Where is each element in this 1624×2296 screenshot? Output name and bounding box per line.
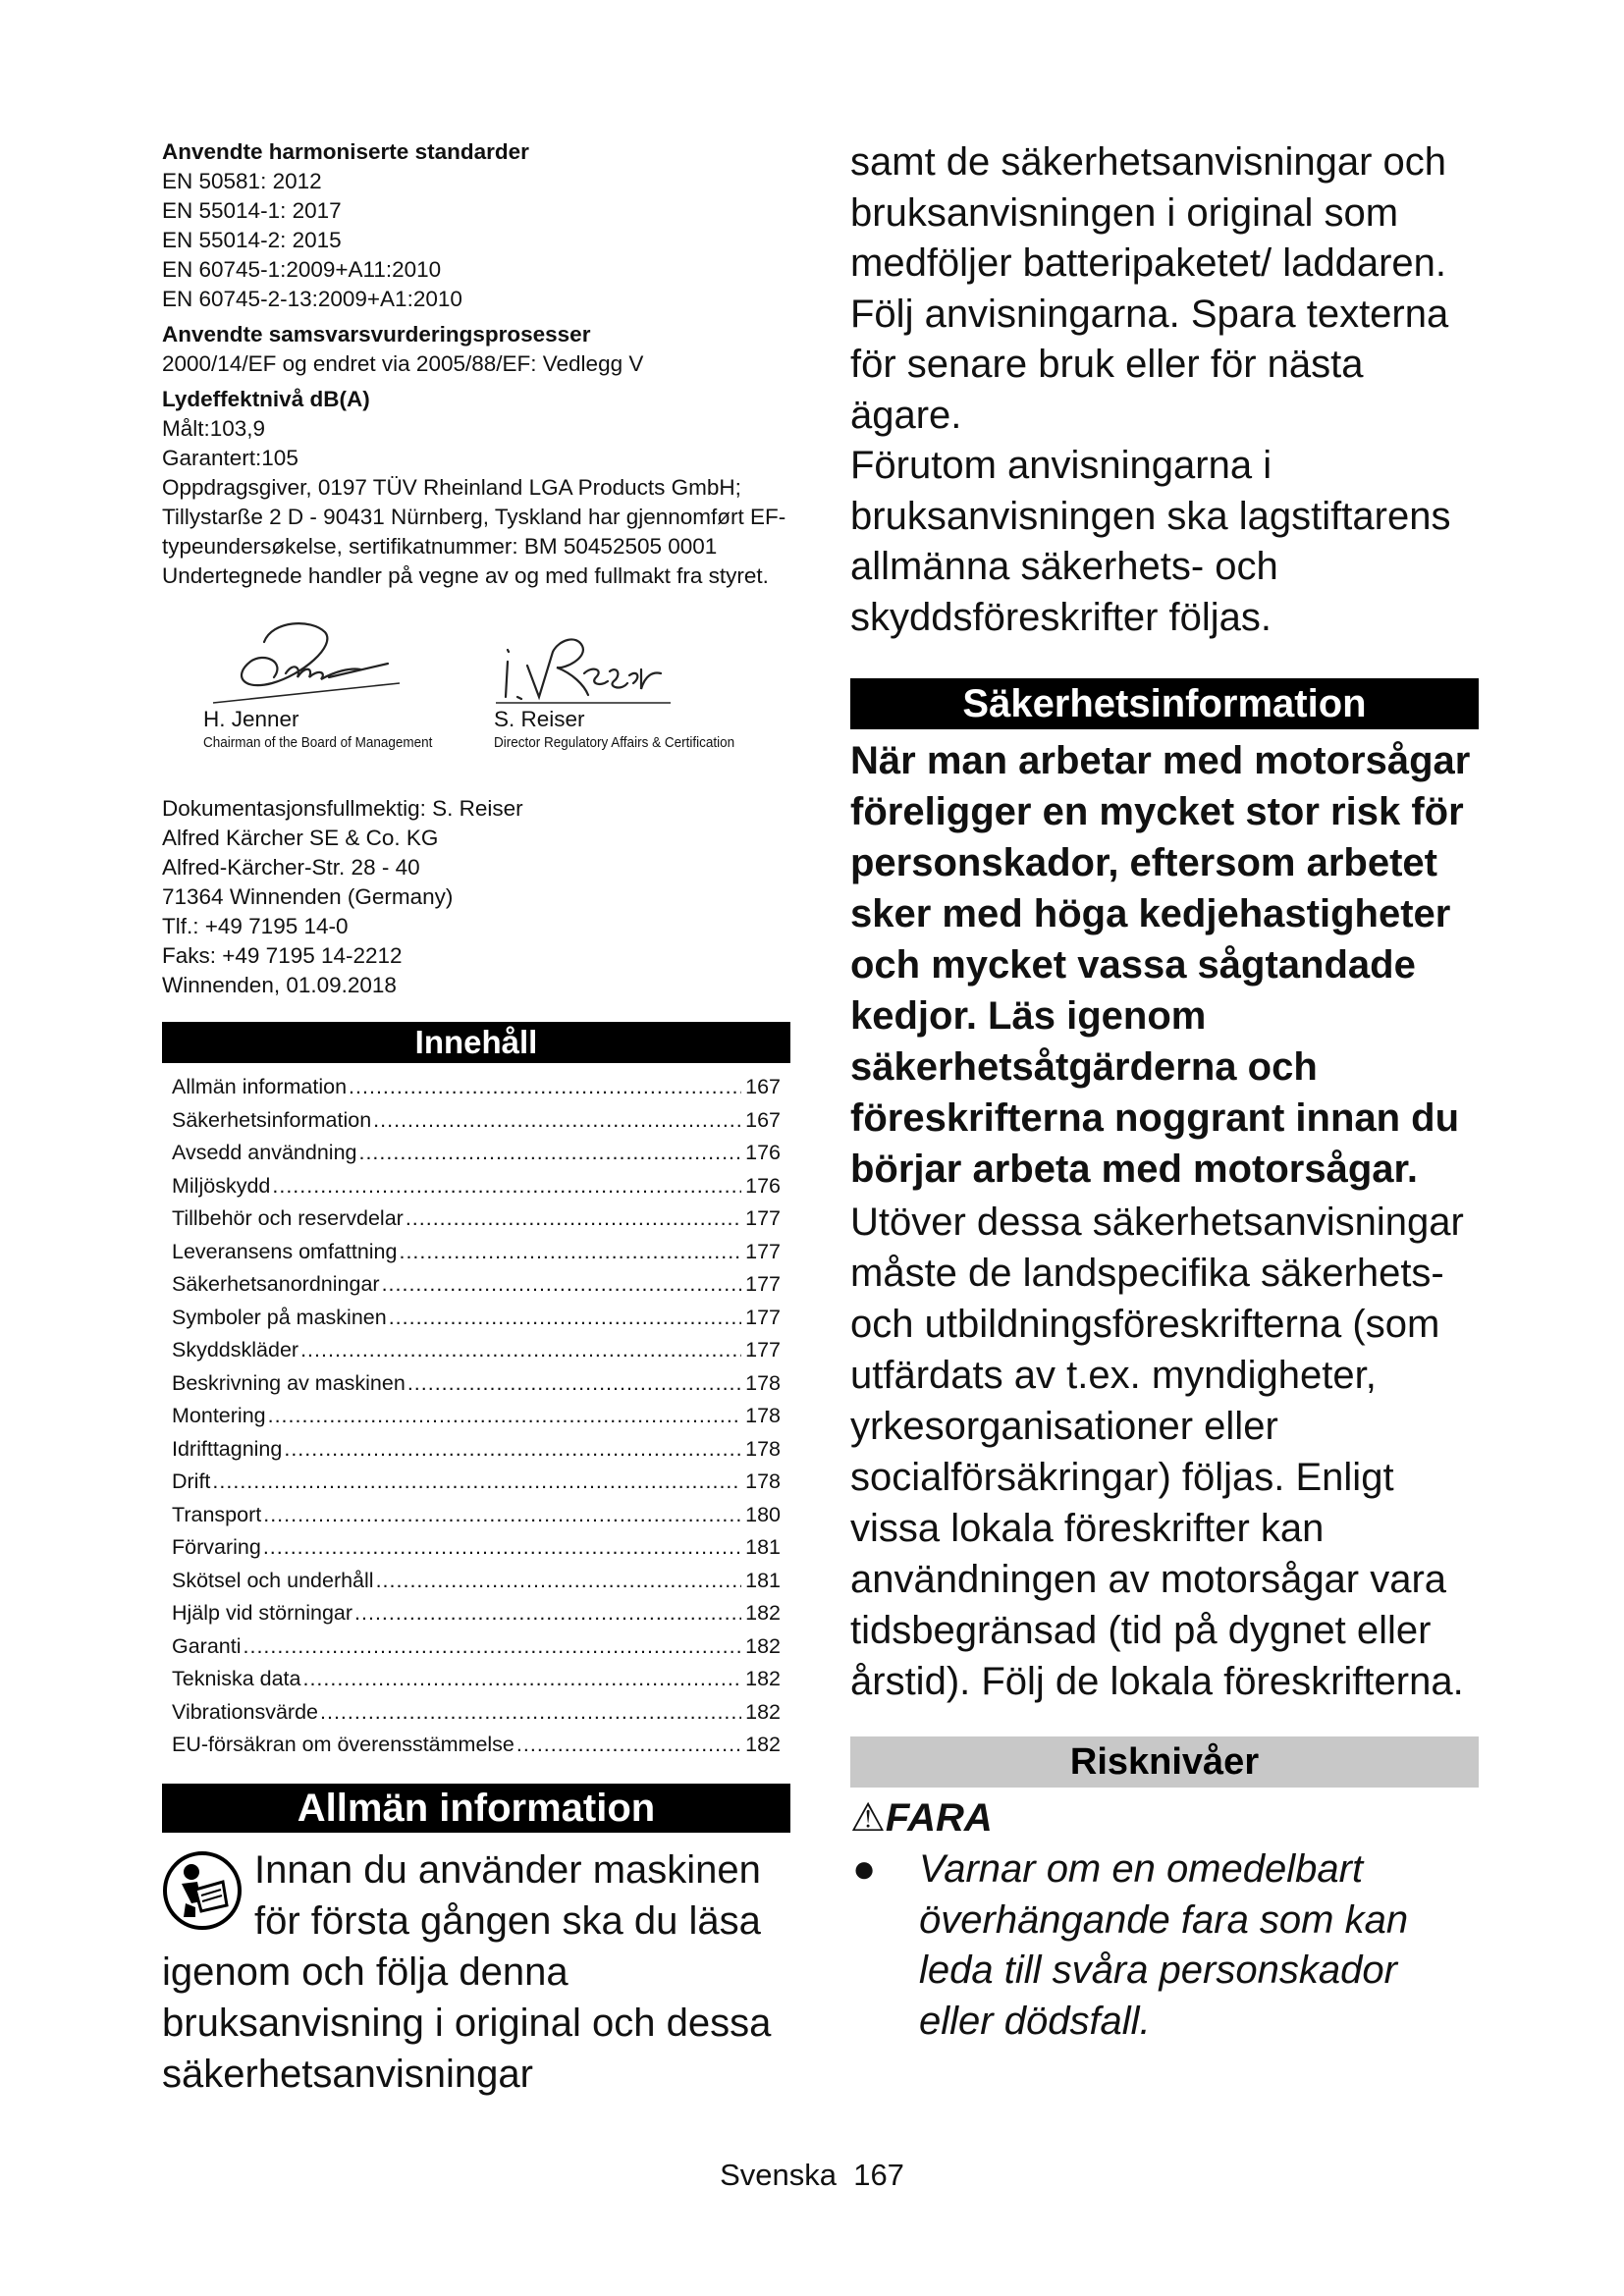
table-of-contents bbox=[162, 1071, 790, 1762]
standard-item: EN 60745-2-13:2009+A1:2010 bbox=[162, 287, 462, 311]
toc-entry bbox=[172, 1433, 781, 1467]
toc-entry bbox=[172, 1236, 781, 1269]
toc-entry bbox=[172, 1268, 781, 1302]
toc-leader-dots bbox=[349, 1071, 741, 1104]
read-manual-icon bbox=[162, 1850, 243, 1931]
toc-entry bbox=[172, 1302, 781, 1335]
toc-entry bbox=[172, 1071, 781, 1104]
signature-reiser bbox=[494, 613, 761, 754]
page-number: 167 bbox=[853, 2158, 904, 2192]
toc-entry-page: 176 bbox=[745, 1141, 781, 1164]
toc-leader-dots bbox=[212, 1466, 741, 1499]
standard-item: EN 60745-1:2009+A11:2010 bbox=[162, 257, 442, 282]
address-line: 71364 Winnenden (Germany) bbox=[162, 884, 454, 909]
toc-entry-label: Allmän information bbox=[172, 1075, 348, 1098]
standard-item: EN 50581: 2012 bbox=[162, 169, 322, 193]
toc-entry-label: Leveransens omfattning bbox=[172, 1239, 398, 1263]
signer-name: S. Reiser bbox=[494, 707, 585, 731]
standards-heading: Anvendte harmoniserte standarder bbox=[162, 139, 529, 164]
toc-entry-label: Garanti bbox=[172, 1633, 242, 1658]
toc-leader-dots bbox=[272, 1170, 741, 1203]
address-block bbox=[162, 794, 790, 1000]
toc-entry bbox=[172, 1367, 781, 1401]
toc-entry-label: Vibrationsvärde bbox=[172, 1699, 318, 1724]
toc-leader-dots bbox=[320, 1696, 741, 1730]
declaration-block bbox=[162, 137, 790, 591]
signature-jenner bbox=[203, 613, 458, 754]
procedures-text: 2000/14/EF og endret via 2005/88/EF: Vedlegg V bbox=[162, 351, 644, 376]
address-line: Tlf.: +49 7195 14-0 bbox=[162, 914, 349, 938]
left-column bbox=[162, 137, 790, 2100]
toc-entry-label: Miljöskydd bbox=[172, 1173, 271, 1198]
danger-description: Varnar om en omedelbart överhängande fara som kan leda till svåra personskador eller dödsfall. bbox=[919, 1847, 1409, 2043]
toc-entry-page: 178 bbox=[745, 1370, 781, 1395]
toc-heading: Innehåll bbox=[162, 1022, 790, 1063]
toc-entry-label: Säkerhetsinformation bbox=[172, 1107, 372, 1132]
toc-entry bbox=[172, 1729, 781, 1762]
toc-leader-dots bbox=[376, 1565, 742, 1598]
toc-entry-page: 167 bbox=[745, 1075, 781, 1098]
handwritten-signature-icon bbox=[203, 613, 429, 707]
toc-entry-label: Beskrivning av maskinen bbox=[172, 1370, 406, 1395]
toc-leader-dots bbox=[382, 1268, 742, 1302]
warning-triangle-icon: ⚠ bbox=[850, 1796, 886, 1840]
toc-entry-label: Skyddskläder bbox=[172, 1338, 299, 1362]
toc-entry-label: Transport bbox=[172, 1502, 262, 1526]
toc-leader-dots bbox=[263, 1531, 741, 1565]
toc-entry-label: Tillbehör och reservdelar bbox=[172, 1206, 404, 1230]
toc-leader-dots bbox=[407, 1367, 741, 1401]
toc-leader-dots bbox=[244, 1630, 742, 1664]
toc-entry-page: 167 bbox=[745, 1107, 781, 1132]
toc-entry-page: 177 bbox=[745, 1272, 781, 1296]
toc-entry-label: Symboler på maskinen bbox=[172, 1305, 387, 1329]
notified-body-text: Oppdragsgiver, 0197 TÜV Rheinland LGA Products GmbH; Tillystarße 2 D - 90431 Nürnberg, Tyskland har gjennomført EF-typeundersøkelse, sertifikatnummer: BM 50452505 0001 bbox=[162, 475, 786, 559]
toc-leader-dots bbox=[406, 1202, 741, 1236]
continuation-text: samt de säkerhetsanvisningar och bruksanvisningen i original som medföljer batteripaketet/ laddaren. Följ anvisningarna. Spara texterna för senare bruk eller för nästa ägare. bbox=[850, 140, 1449, 437]
toc-leader-dots bbox=[302, 1663, 741, 1696]
toc-entry-page: 176 bbox=[745, 1173, 781, 1198]
toc-entry-label: Avsedd användning bbox=[172, 1141, 357, 1164]
toc-entry-label: Skötsel och underhåll bbox=[172, 1568, 374, 1592]
signer-title: Chairman of the Board of Management bbox=[203, 734, 433, 751]
toc-entry bbox=[172, 1137, 781, 1170]
danger-label-text: FARA bbox=[885, 1796, 993, 1840]
toc-entry bbox=[172, 1104, 781, 1138]
toc-entry bbox=[172, 1466, 781, 1499]
toc-entry-label: Förvaring bbox=[172, 1535, 261, 1559]
continuation-block bbox=[850, 137, 1479, 643]
intro-paragraph bbox=[162, 1844, 790, 2100]
safety-heading: Säkerhetsinformation bbox=[850, 678, 1479, 729]
toc-entry bbox=[172, 1499, 781, 1532]
intro-text: Innan du använder maskinen för första gången ska du läsa igenom och följa denna bruksanvisning i original och dessa säkerhetsanvisningar bbox=[162, 1847, 772, 2096]
noise-heading: Lydeffektnivå dB(A) bbox=[162, 387, 370, 411]
danger-bullet bbox=[850, 1844, 1479, 2047]
toc-entry-page: 178 bbox=[745, 1436, 781, 1461]
signer-name: H. Jenner bbox=[203, 707, 299, 731]
toc-entry-page: 181 bbox=[745, 1568, 781, 1592]
noise-measured: Målt:103,9 bbox=[162, 416, 266, 441]
toc-entry-page: 181 bbox=[745, 1535, 781, 1559]
toc-entry bbox=[172, 1202, 781, 1236]
toc-entry-label: Idrifttagning bbox=[172, 1436, 283, 1461]
toc-entry-label: Montering bbox=[172, 1404, 266, 1427]
toc-leader-dots bbox=[516, 1729, 741, 1762]
toc-entry-label: Drift bbox=[172, 1469, 211, 1493]
toc-entry-page: 182 bbox=[745, 1667, 781, 1690]
address-line: Alfred-Kärcher-Str. 28 - 40 bbox=[162, 855, 420, 880]
toc-entry bbox=[172, 1630, 781, 1664]
toc-entry-page: 178 bbox=[745, 1469, 781, 1493]
toc-entry-page: 177 bbox=[745, 1338, 781, 1362]
procedures-heading: Anvendte samsvarsvurderingsprosesser bbox=[162, 322, 591, 347]
chainsaw-warning: När man arbetar med motorsågar föreligger en mycket stor risk för personskador, eftersom arbetet sker med höga kedjehastigheter och mycket vassa sågtandade kedjor. Läs igenom säkerhetsåtgärderna och föreskrifterna noggrant innan du börjar arbeta med motorsågar. bbox=[850, 739, 1471, 1191]
general-info-heading: Allmän information bbox=[162, 1784, 790, 1833]
noise-guaranteed: Garantert:105 bbox=[162, 446, 298, 470]
signature-area bbox=[162, 613, 790, 774]
toc-entry-page: 182 bbox=[745, 1733, 781, 1756]
right-column bbox=[850, 137, 1479, 2047]
toc-entry-page: 177 bbox=[745, 1206, 781, 1230]
toc-leader-dots bbox=[268, 1400, 742, 1433]
address-line: Dokumentasjonsfullmektig: S. Reiser bbox=[162, 796, 523, 821]
address-line: Alfred Kärcher SE & Co. KG bbox=[162, 826, 439, 850]
toc-leader-dots bbox=[300, 1334, 741, 1367]
toc-leader-dots bbox=[373, 1104, 741, 1138]
toc-leader-dots bbox=[354, 1597, 741, 1630]
footer-language: Svenska bbox=[720, 2158, 837, 2192]
national-regulations-text: Utöver dessa säkerhetsanvisningar måste de landspecifika säkerhets- och utbildningsföreskrifterna (som utfärdats av t.ex. myndigheter, yrkesorganisationer eller socialförsäkringar) följas. Enligt vissa lokala föreskrifter kan användningen av motorsågar vara tidsbegränsad (tid på dygnet eller årstid). Följ de lokala föreskrifterna. bbox=[850, 1201, 1464, 1703]
page-footer bbox=[0, 2158, 1624, 2193]
standard-item: EN 55014-1: 2017 bbox=[162, 198, 342, 223]
toc-entry bbox=[172, 1663, 781, 1696]
toc-entry-page: 182 bbox=[745, 1699, 781, 1724]
standard-item: EN 55014-2: 2015 bbox=[162, 228, 342, 252]
toc-leader-dots bbox=[358, 1137, 741, 1170]
toc-entry-page: 182 bbox=[745, 1633, 781, 1658]
toc-entry-page: 177 bbox=[745, 1239, 781, 1263]
toc-entry-label: Säkerhetsanordningar bbox=[172, 1272, 380, 1296]
toc-entry bbox=[172, 1597, 781, 1630]
signatory-note: Undertegnede handler på vegne av og med fullmakt fra styret. bbox=[162, 563, 769, 588]
toc-entry-label: Tekniska data bbox=[172, 1667, 301, 1690]
toc-entry-page: 178 bbox=[745, 1404, 781, 1427]
danger-label bbox=[850, 1791, 1479, 1844]
signer-title: Director Regulatory Affairs & Certification bbox=[494, 734, 735, 751]
toc-leader-dots bbox=[399, 1236, 741, 1269]
address-line: Winnenden, 01.09.2018 bbox=[162, 973, 397, 997]
toc-entry-label: EU-försäkran om överensstämmelse bbox=[172, 1733, 514, 1756]
toc-leader-dots bbox=[284, 1433, 741, 1467]
bullet-icon: ● bbox=[852, 1847, 877, 1891]
toc-entry-page: 182 bbox=[745, 1601, 781, 1625]
handwritten-signature-icon bbox=[494, 613, 690, 707]
toc-entry bbox=[172, 1334, 781, 1367]
toc-leader-dots bbox=[389, 1302, 741, 1335]
toc-entry-label: Hjälp vid störningar bbox=[172, 1601, 353, 1625]
toc-entry bbox=[172, 1170, 781, 1203]
legal-paragraph: Förutom anvisningarna i bruksanvisningen ska lagstiftarens allmänna säkerhets- och skyddsföreskrifter följas. bbox=[850, 444, 1451, 639]
toc-entry bbox=[172, 1696, 781, 1730]
toc-entry-page: 177 bbox=[745, 1305, 781, 1329]
toc-entry bbox=[172, 1565, 781, 1598]
toc-entry bbox=[172, 1400, 781, 1433]
address-line: Faks: +49 7195 14-2212 bbox=[162, 943, 403, 968]
risk-levels-heading: Risknivåer bbox=[850, 1736, 1479, 1788]
toc-leader-dots bbox=[263, 1499, 741, 1532]
toc-entry bbox=[172, 1531, 781, 1565]
toc-entry-page: 180 bbox=[745, 1502, 781, 1526]
